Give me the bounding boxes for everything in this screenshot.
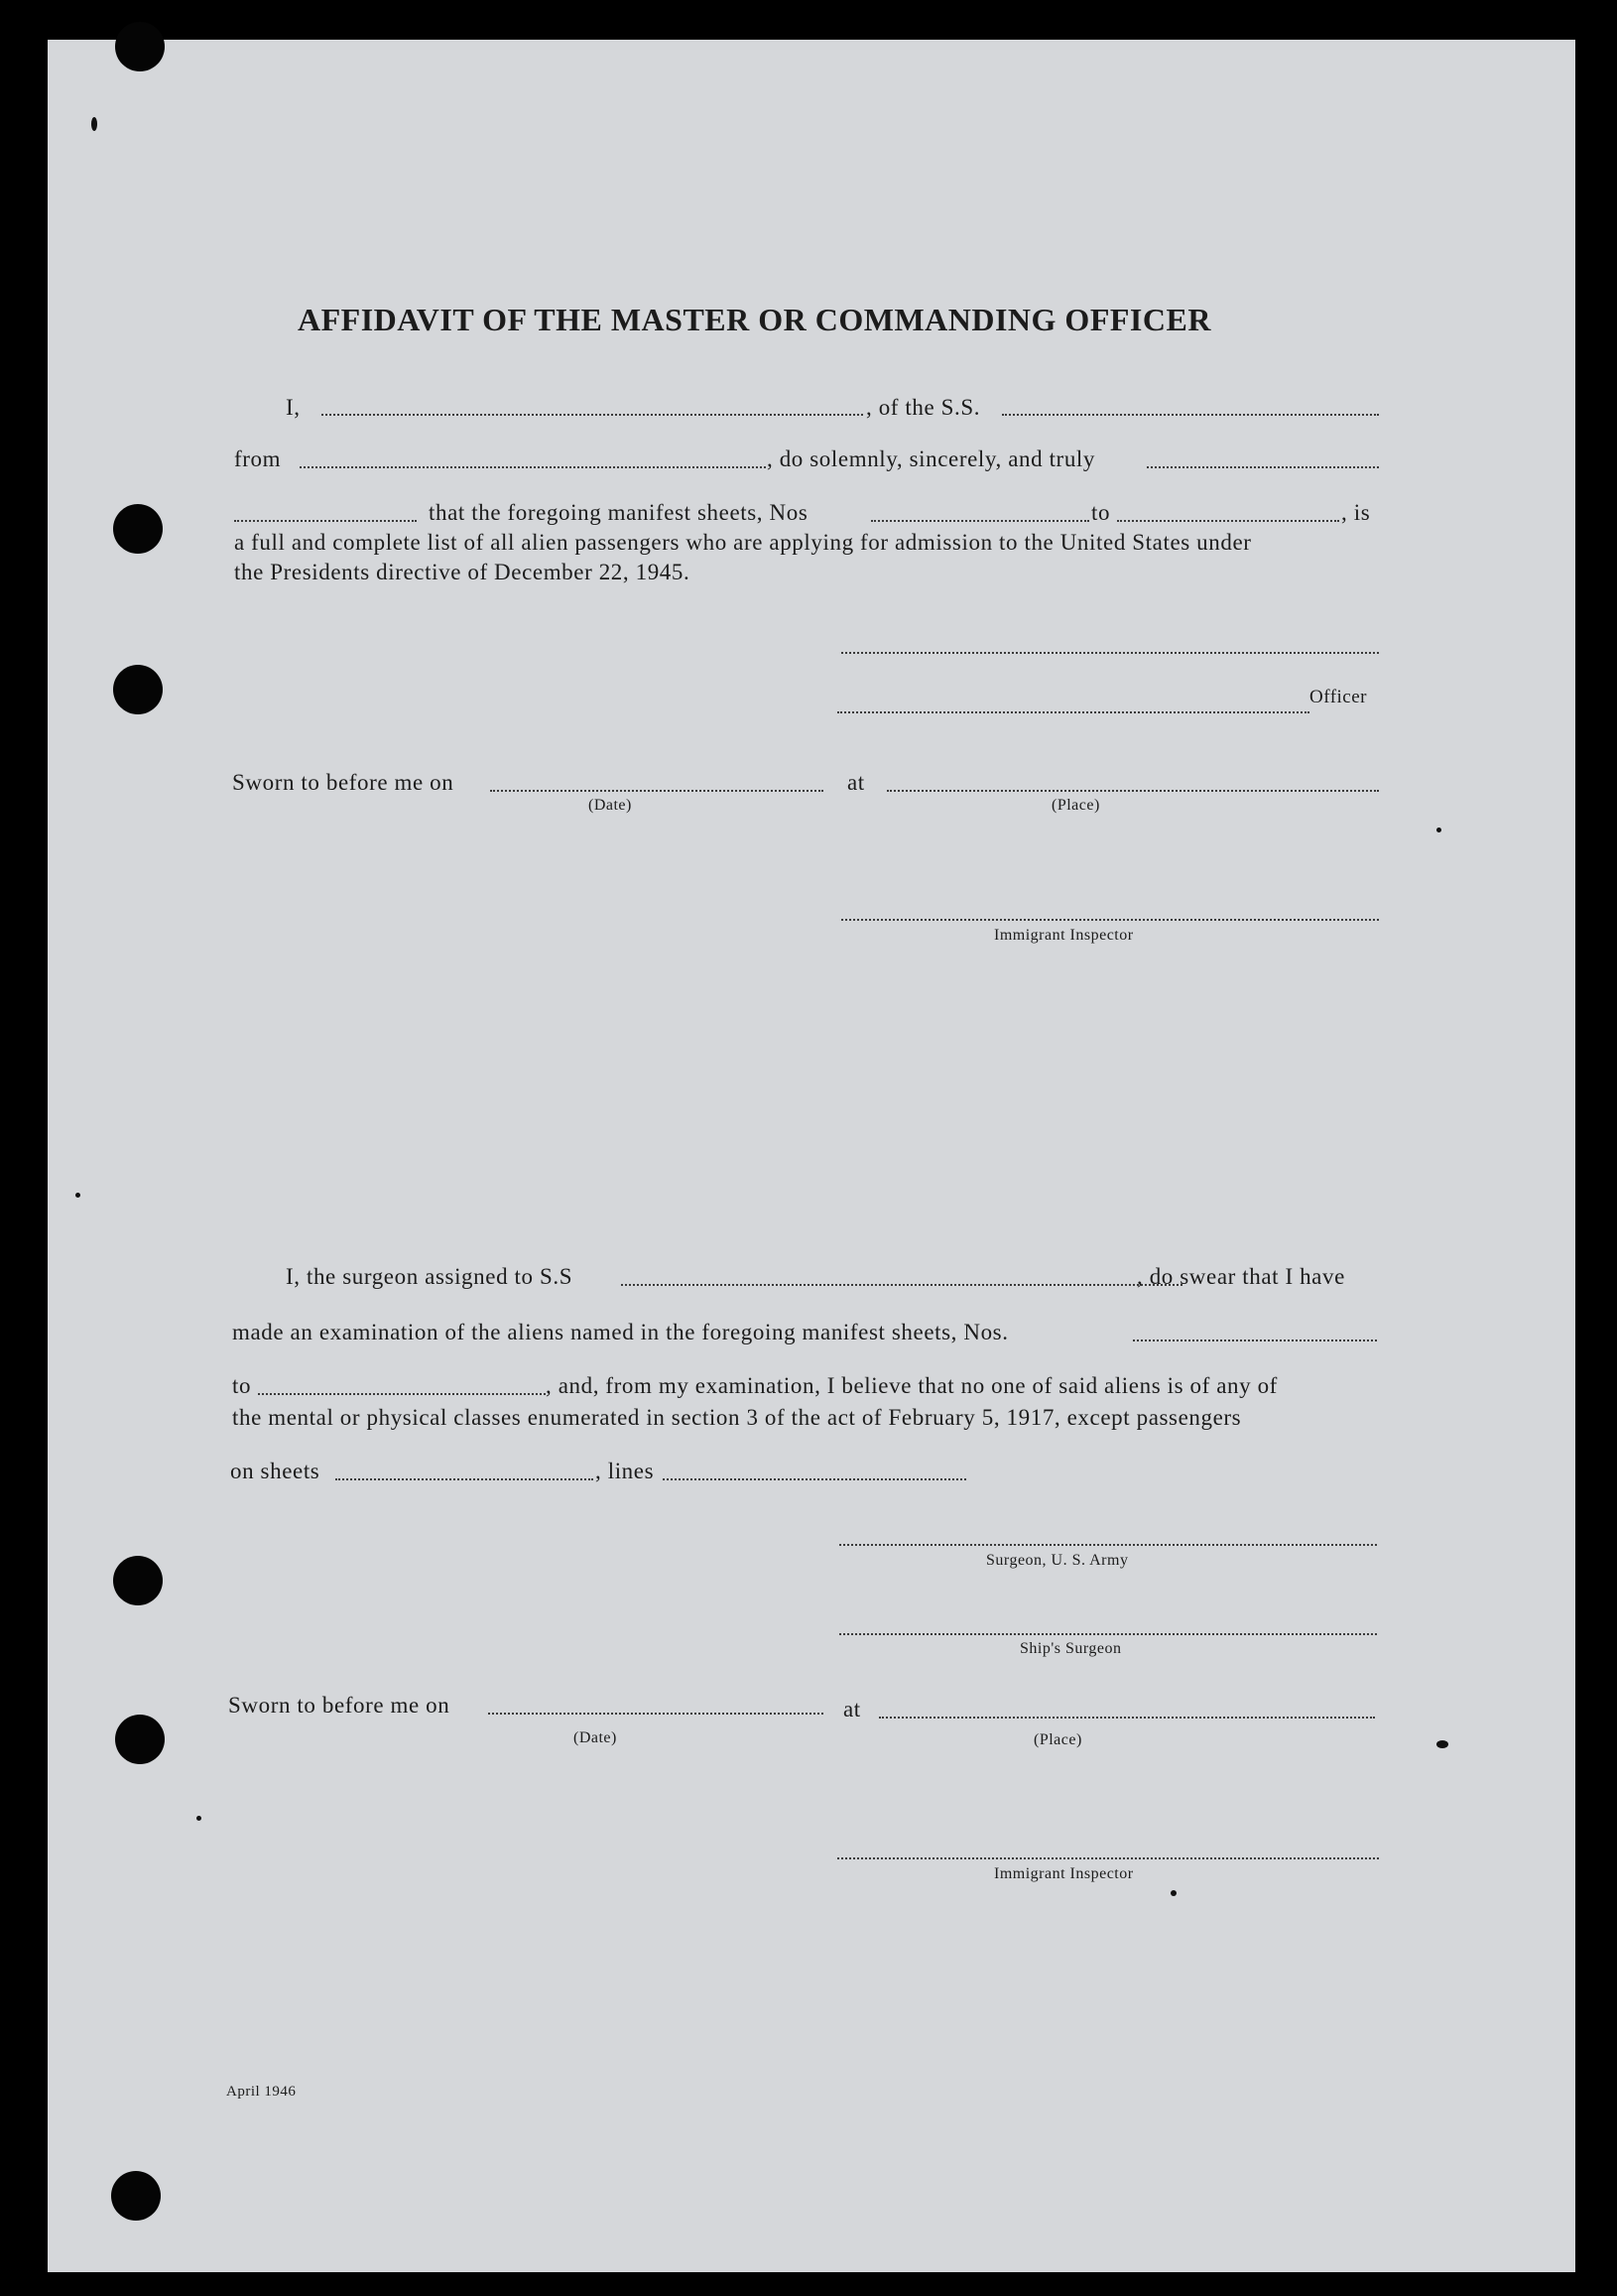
punch-hole (111, 2171, 161, 2221)
ink-speck (1436, 828, 1441, 832)
army-surgeon-signature-field[interactable] (839, 1544, 1377, 1546)
punch-hole (115, 22, 165, 71)
full-list-text-1: a full and complete list of all alien passengers who are applying for admission to the United States under (234, 530, 1252, 555)
sworn-date-field[interactable] (490, 790, 823, 792)
exception-sheets-field[interactable] (335, 1478, 593, 1480)
sworn-label: Sworn to before me on (232, 770, 454, 795)
place-caption-2: (Place) (1034, 1731, 1082, 1748)
surgeon-sheets-to-field[interactable] (258, 1393, 546, 1395)
surgeon-line5-b: , lines (595, 1459, 655, 1483)
is-label: , is (1341, 500, 1371, 525)
ink-speck (1436, 1740, 1448, 1748)
ship-surgeon-signature-field[interactable] (839, 1633, 1377, 1635)
officer-label: Officer (1309, 687, 1368, 707)
inspector-signature-field[interactable] (841, 919, 1379, 921)
surgeon-line1-a: I, the surgeon assigned to S.S (286, 1264, 573, 1289)
exception-lines-field[interactable] (663, 1478, 966, 1480)
surgeon-line5-a: on sheets (230, 1459, 320, 1483)
ink-speck (75, 1193, 80, 1198)
punch-hole (113, 665, 163, 714)
oath-field[interactable] (1147, 466, 1379, 468)
ink-speck (1171, 1890, 1177, 1896)
at-label: at (847, 770, 865, 795)
surgeon-ship-field[interactable] (621, 1284, 1182, 1286)
solemnly-label: , do solemnly, sincerely, and truly (767, 446, 1096, 471)
at-label-2: at (843, 1697, 861, 1722)
date-caption-2: (Date) (573, 1729, 617, 1746)
full-list-text-2: the Presidents directive of December 22, 1945. (234, 560, 690, 584)
from-label: from (234, 446, 282, 471)
punch-hole (115, 1715, 165, 1764)
officer-signature-field[interactable] (837, 711, 1309, 713)
form-sheet (48, 40, 1575, 2272)
sworn-place-field-2[interactable] (879, 1717, 1375, 1719)
ink-speck (196, 1816, 201, 1821)
surgeon-line2: made an examination of the aliens named in the foregoing manifest sheets, Nos. (232, 1320, 1009, 1344)
form-date-footer: April 1946 (226, 2084, 297, 2100)
to-label: to (1091, 500, 1111, 525)
inspector-label-2: Immigrant Inspector (994, 1865, 1134, 1882)
of-ss-label: , of the S.S. (866, 395, 981, 420)
ship-name-field[interactable] (1002, 414, 1379, 416)
master-signature-field[interactable] (841, 652, 1379, 654)
foregoing-sheets-label: that the foregoing manifest sheets, Nos (429, 500, 808, 525)
sworn-date-field-2[interactable] (488, 1713, 823, 1715)
surgeon-line3-a: to (232, 1373, 252, 1398)
inspector-signature-field-2[interactable] (837, 1857, 1379, 1859)
surgeon-line4: the mental or physical classes enumerated in section 3 of the act of February 5, 1917, except passengers (232, 1405, 1242, 1430)
oath-continuation-field[interactable] (234, 520, 417, 522)
sheet-from-field[interactable] (871, 520, 1089, 522)
surgeon-line1-b: , do swear that I have (1137, 1264, 1345, 1289)
master-name-field[interactable] (321, 414, 863, 416)
surgeon-sheets-from-field[interactable] (1133, 1339, 1377, 1341)
sworn-label-2: Sworn to before me on (228, 1693, 450, 1718)
ship-surgeon-label: Ship's Surgeon (1020, 1640, 1122, 1657)
punch-hole (113, 1556, 163, 1605)
ink-speck (91, 117, 97, 131)
master-i-label: I, (286, 395, 301, 420)
from-port-field[interactable] (300, 466, 766, 468)
punch-hole (113, 504, 163, 554)
sheet-to-field[interactable] (1117, 520, 1339, 522)
inspector-label: Immigrant Inspector (994, 927, 1134, 944)
page-title: AFFIDAVIT OF THE MASTER OR COMMANDING OFFICER (298, 302, 1211, 337)
surgeon-line3-b: , and, from my examination, I believe that no one of said aliens is of any of (546, 1373, 1278, 1398)
date-caption: (Date) (588, 797, 632, 814)
place-caption: (Place) (1052, 797, 1100, 814)
army-surgeon-label: Surgeon, U. S. Army (986, 1552, 1129, 1569)
sworn-place-field[interactable] (887, 790, 1379, 792)
